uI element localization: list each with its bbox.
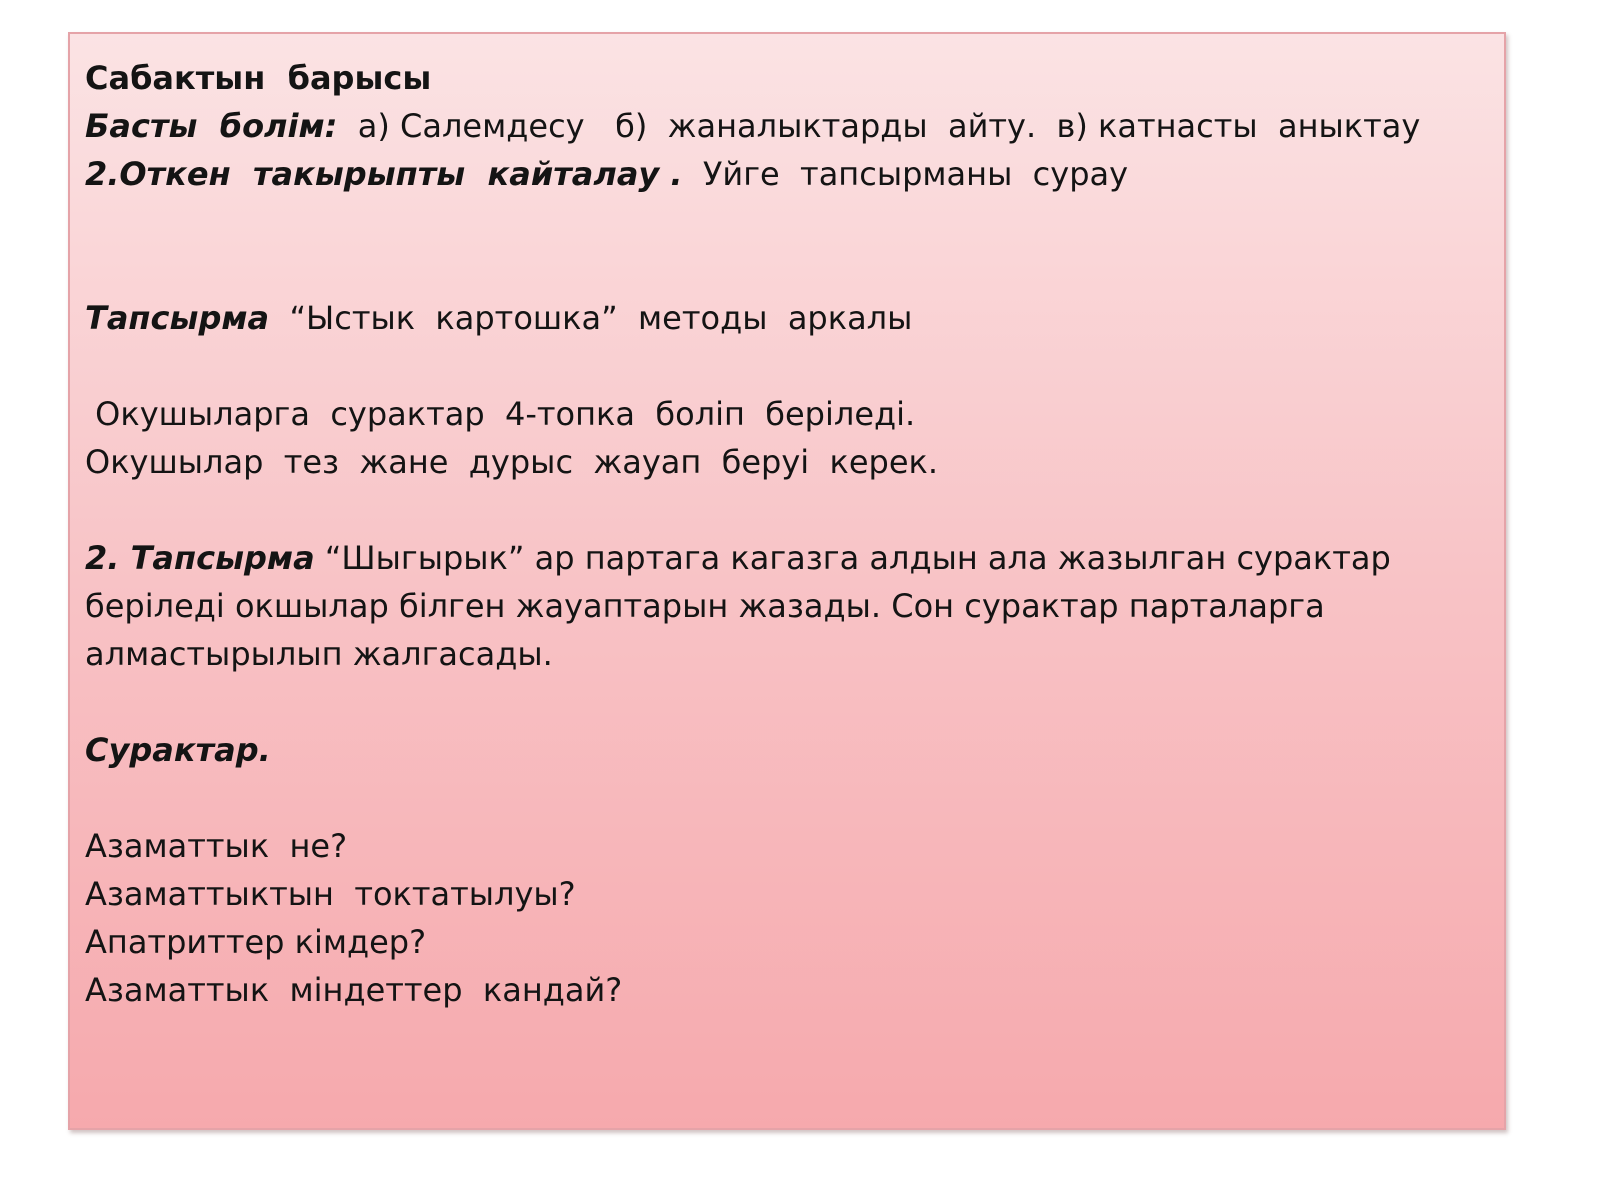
review-text: Уйге тапсырманы сурау: [682, 155, 1129, 193]
task1-label: Тапсырма: [85, 299, 270, 337]
task2-text: “Шыгырык” ар партага кагазга алдын ала жазылган сурактар беріледі окшылар білген жауаптарын жазады. Сон сурактар парталарга алмастырылып жалгасады.: [85, 539, 1391, 673]
task1-instruction-1: Окушыларга сурактар 4-топка боліп беріледі.: [85, 395, 916, 433]
question-item: Азаматтык не?: [85, 827, 348, 865]
intro-text: а) Салемдесу б) жаналыктарды айту. в) катнасты аныктау: [337, 107, 1421, 145]
intro-line: [85, 102, 1485, 150]
task2-paragraph: [85, 534, 1485, 678]
question-item: Азаматтык міндеттер кандай?: [85, 971, 623, 1009]
task1-text: “Ыстык картошка” методы аркалы: [269, 299, 913, 337]
review-label: 2.Откен такырыпты кайталау .: [85, 155, 683, 193]
task1-line: [85, 294, 1485, 342]
question-item: Апатриттер кімдер?: [85, 923, 427, 961]
slide-content-box: [68, 32, 1506, 1130]
review-line: [85, 150, 1485, 198]
intro-label: Басты болім:: [85, 107, 338, 145]
lesson-heading: Сабактын барысы: [85, 59, 432, 97]
questions-heading: Сурактар.: [85, 731, 271, 769]
question-item: Азаматтыктын токтатылуы?: [85, 875, 576, 913]
task1-instruction-2: Окушылар тез жане дурыс жауап беруі керек.: [85, 443, 939, 481]
slide-text: [85, 54, 1485, 1014]
task2-label: 2. Тапсырма: [85, 539, 315, 577]
